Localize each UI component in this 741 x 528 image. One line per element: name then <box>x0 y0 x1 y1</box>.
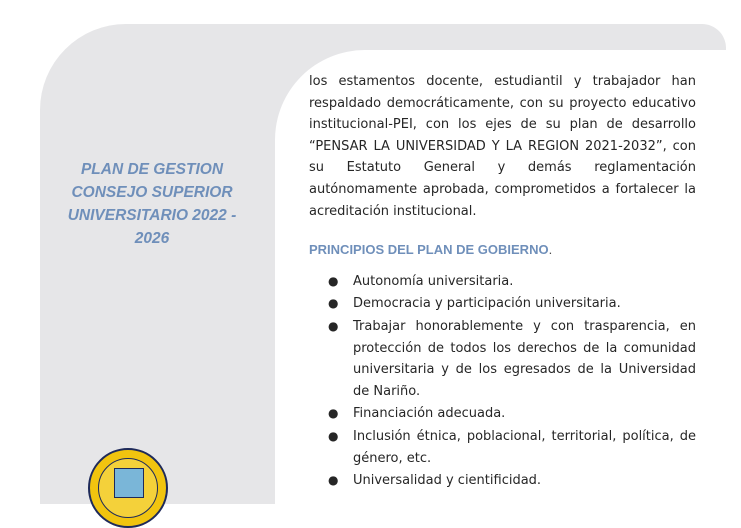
bullet-icon: ● <box>328 273 339 288</box>
bullet-icon: ● <box>328 428 339 443</box>
section-heading-text: PRINCIPIOS DEL PLAN DE GOBIERNO <box>309 242 549 258</box>
bullet-icon: ● <box>328 296 339 311</box>
list-item-text: Universalidad y cientificidad. <box>353 473 542 489</box>
main-content <box>309 71 696 493</box>
principles-list <box>309 271 696 492</box>
bullet-icon: ● <box>328 318 339 333</box>
list-item <box>309 293 696 315</box>
seal-shield-icon <box>114 468 144 498</box>
list-item <box>309 403 696 425</box>
list-item <box>309 316 696 402</box>
bullet-icon: ● <box>328 406 339 421</box>
list-item <box>309 271 696 293</box>
list-item-text: Autonomía universitaria. <box>353 273 514 289</box>
document-title: PLAN DE GESTION CONSEJO SUPERIOR UNIVERSITARIO 2022 - 2026 <box>67 161 237 247</box>
list-item-text: Democracia y participación universitaria. <box>353 296 621 312</box>
list-item-text: Trabajar honorablemente y con trasparencia, en protección de todos los derechos de la comunidad universitaria y de los egresados de la Universidad de Nariño. <box>353 318 696 399</box>
intro-paragraph: los estamentos docente, estudiantil y trabajador han respaldado democráticamente, con su proyecto educativo institucional-PEI, con los ejes de su plan de desarrollo “PENSAR LA UNIVERSIDAD Y LA REGION 2021-2032”, con su Estatuto General y demás reglamentación autónomamente aprobada, comprometidos a fortalecer la acreditación institucional. <box>309 74 696 219</box>
list-item-text: Financiación adecuada. <box>353 406 506 422</box>
list-item <box>309 470 696 492</box>
bullet-icon: ● <box>328 473 339 488</box>
section-heading <box>309 239 696 261</box>
section-heading-period: . <box>548 242 553 258</box>
list-item <box>309 426 696 469</box>
list-item-text: Inclusión étnica, poblacional, territorial, política, de género, etc. <box>353 428 696 466</box>
university-seal-logo <box>88 448 168 528</box>
